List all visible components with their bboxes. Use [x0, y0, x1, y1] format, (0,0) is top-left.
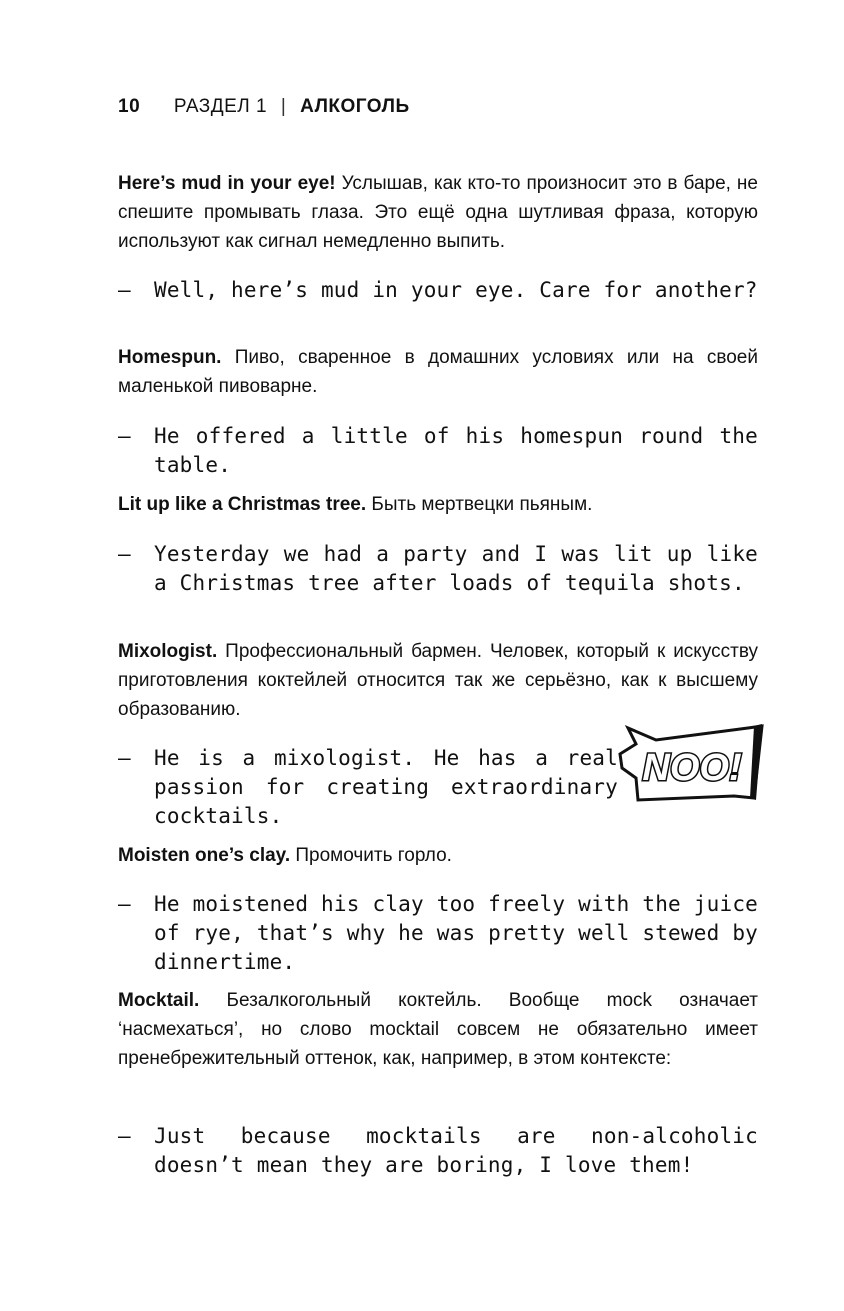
- definition-text: Пиво, сваренное в домашних условиях или на своей маленькой пивоварне.: [118, 347, 758, 397]
- chapter-title: АЛКОГОЛЬ: [300, 96, 410, 117]
- entry-definition: [118, 343, 758, 401]
- example-sentence: [118, 540, 758, 598]
- example-text: He is a mixologist. He has a real passion for creating extraordinary cocktails.: [154, 746, 618, 828]
- example-text: He offered a little of his homespun round the table.: [154, 424, 758, 477]
- definition-text: Безалкогольный коктейль. Вообще mock означает ‘насмехаться’, но слово mocktail совсем не обязательно имеет пренебрежительный оттенок, как, например, в этом контексте:: [118, 990, 758, 1069]
- em-dash: —: [118, 1124, 131, 1148]
- em-dash: —: [118, 278, 131, 302]
- comic-speech-bubble-icon: [616, 718, 764, 806]
- example-text: Well, here’s mud in your eye. Care for another?: [154, 278, 758, 302]
- section-label: РАЗДЕЛ 1: [173, 96, 268, 117]
- example-text: Just because mocktails are non-alcoholic doesn’t mean they are boring, I love them!: [154, 1124, 758, 1177]
- header-separator: |: [280, 96, 287, 117]
- definition-text: Быть мертвецки пьяным.: [371, 494, 593, 515]
- example-sentence: [118, 276, 758, 305]
- example-text: He moistened his clay too freely with the juice of rye, that’s why he was pretty well stewed by dinnertime.: [154, 892, 758, 974]
- em-dash: —: [118, 542, 131, 566]
- entry-definition: [118, 490, 758, 519]
- entry-term: Mocktail.: [118, 990, 200, 1011]
- page-number: 10: [118, 96, 141, 117]
- example-text: Yesterday we had a party and I was lit up like a Christmas tree after loads of tequila shots.: [154, 542, 758, 595]
- definition-text: Профессиональный бармен. Человек, который к искусству приготовления коктейлей относится так же серьёзно, как к высшему образованию.: [118, 641, 758, 720]
- em-dash: —: [118, 746, 131, 770]
- entry-definition: [118, 637, 758, 724]
- entry-term: Homespun.: [118, 347, 222, 368]
- entry-term: Lit up like a Christmas tree.: [118, 494, 367, 515]
- definition-text: Услышав, как кто-то произносит это в баре, не спешите промывать глаза. Это ещё одна шутливая фраза, которую используют как сигнал немедленно выпить.: [118, 173, 758, 252]
- definition-text: Промочить горло.: [295, 845, 452, 866]
- em-dash: —: [118, 892, 131, 916]
- example-sentence: [118, 422, 758, 480]
- entry-definition: [118, 169, 758, 256]
- example-sentence: [118, 890, 758, 977]
- entry-definition: [118, 986, 758, 1073]
- example-sentence: [118, 744, 618, 831]
- noo-sticker: [616, 718, 764, 806]
- entry-term: Here’s mud in your eye!: [118, 173, 336, 194]
- em-dash: —: [118, 424, 131, 448]
- sticker-text: NOO!: [642, 747, 742, 789]
- running-header: [118, 96, 410, 118]
- example-sentence: [118, 1122, 758, 1180]
- entry-definition: [118, 841, 758, 870]
- entry-term: Mixologist.: [118, 641, 218, 662]
- entry-term: Moisten one’s clay.: [118, 845, 291, 866]
